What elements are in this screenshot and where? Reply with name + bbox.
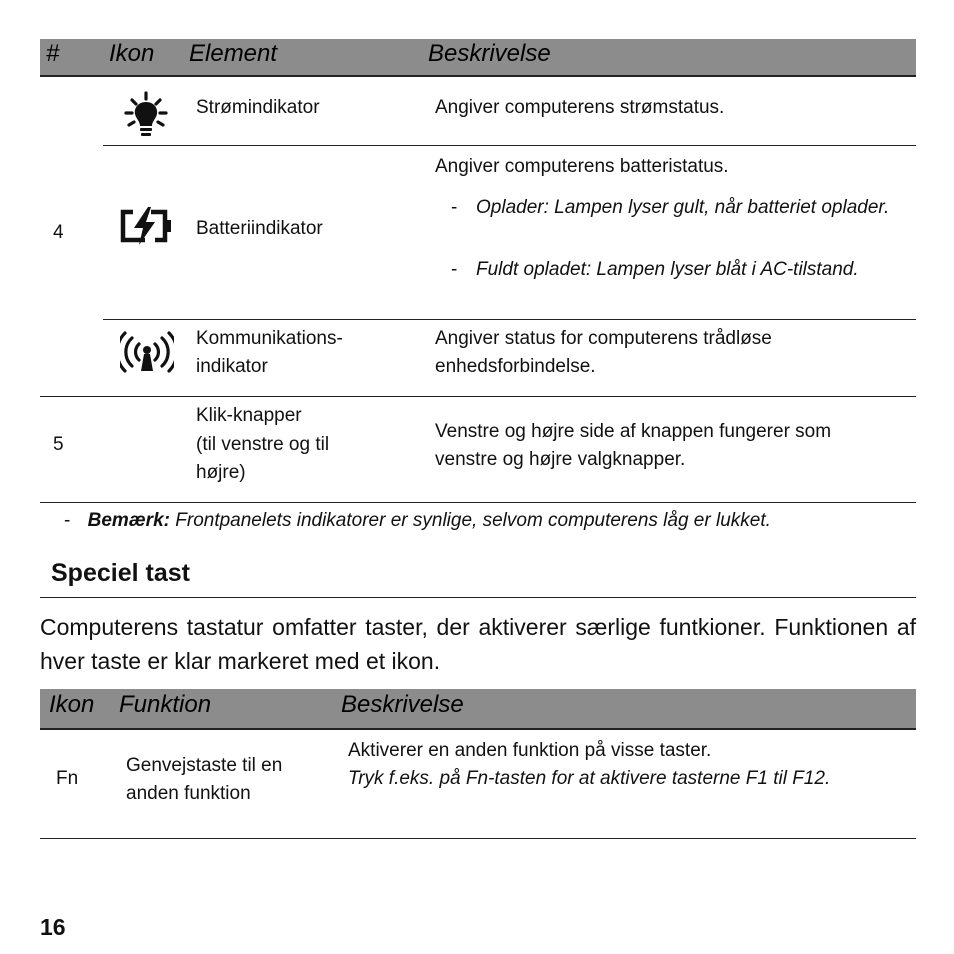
function-fn-line2: anden funktion — [126, 783, 251, 804]
row-divider — [40, 396, 916, 397]
header-num: # — [46, 40, 60, 67]
header2-icon: Ikon — [49, 691, 95, 718]
light-bulb-icon — [124, 91, 168, 139]
description-battery-indicator: Angiver computerens batteristatus. — [435, 156, 729, 177]
element-click-buttons-line1: Klik-knapper — [196, 405, 302, 426]
table2-header — [40, 689, 916, 730]
description-click-buttons-line2: venstre og højre valgknapper. — [435, 449, 686, 470]
note — [64, 507, 924, 535]
section-paragraph: Computerens tastatur omfatter taster, der aktiverer særlige funtkioner. Funktionen af hver taste er klar markeret med et ikon. — [40, 614, 916, 674]
description-fn: Aktiverer en anden funktion på visse taster. — [348, 740, 712, 761]
description-communication-line1: Angiver status for computerens trådløse — [435, 328, 772, 349]
header2-function: Funktion — [119, 691, 212, 718]
page-number: 16 — [40, 914, 66, 940]
description-fn-example: Tryk f.eks. på Fn-tasten for at aktivere tasterne F1 til F12. — [348, 768, 831, 789]
battery-charging-icon — [118, 206, 174, 246]
description-communication-line2: enhedsforbindelse. — [435, 356, 596, 377]
note-label: Bemærk: — [87, 510, 170, 531]
table2-bottom-border — [40, 838, 916, 839]
element-communication-line2: indikator — [196, 356, 268, 377]
note-text: Frontpanelets indikatorer er synlige, selvom computerens låg er lukket. — [175, 510, 771, 531]
element-communication-line1: Kommunikations- — [196, 328, 343, 349]
wireless-antenna-icon — [120, 331, 174, 373]
header2-description: Beskrivelse — [341, 691, 464, 718]
section-title-rule — [40, 597, 916, 598]
fn-key-label: Fn — [56, 768, 79, 789]
row-number-5: 5 — [53, 434, 64, 455]
element-click-buttons-line2: (til venstre og til — [196, 434, 330, 455]
note-dash: - — [64, 510, 71, 531]
header-icon: Ikon — [109, 40, 155, 67]
header-description: Beskrivelse — [428, 40, 551, 67]
battery-bullet-full: - Fuldt opladet: Lampen lyser blåt i AC-tilstand. — [451, 259, 859, 280]
description-power-indicator: Angiver computerens strømstatus. — [435, 97, 725, 118]
header-element: Element — [189, 40, 278, 67]
table1-bottom-border — [40, 502, 916, 503]
element-click-buttons-line3: højre) — [196, 462, 246, 483]
battery-bullet-charging: - Oplader: Lampen lyser gult, når batteriet oplader. — [451, 197, 890, 218]
element-power-indicator: Strømindikator — [196, 97, 320, 118]
function-fn-line1: Genvejstaste til en — [126, 755, 283, 776]
table1-header — [40, 39, 916, 77]
section-title: Speciel tast — [51, 559, 190, 587]
description-click-buttons-line1: Venstre og højre side af knappen fungerer som — [435, 421, 832, 442]
element-battery-indicator: Batteriindikator — [196, 218, 323, 239]
row-divider — [103, 319, 916, 320]
row-divider — [103, 145, 916, 146]
row-number-4: 4 — [53, 222, 64, 243]
